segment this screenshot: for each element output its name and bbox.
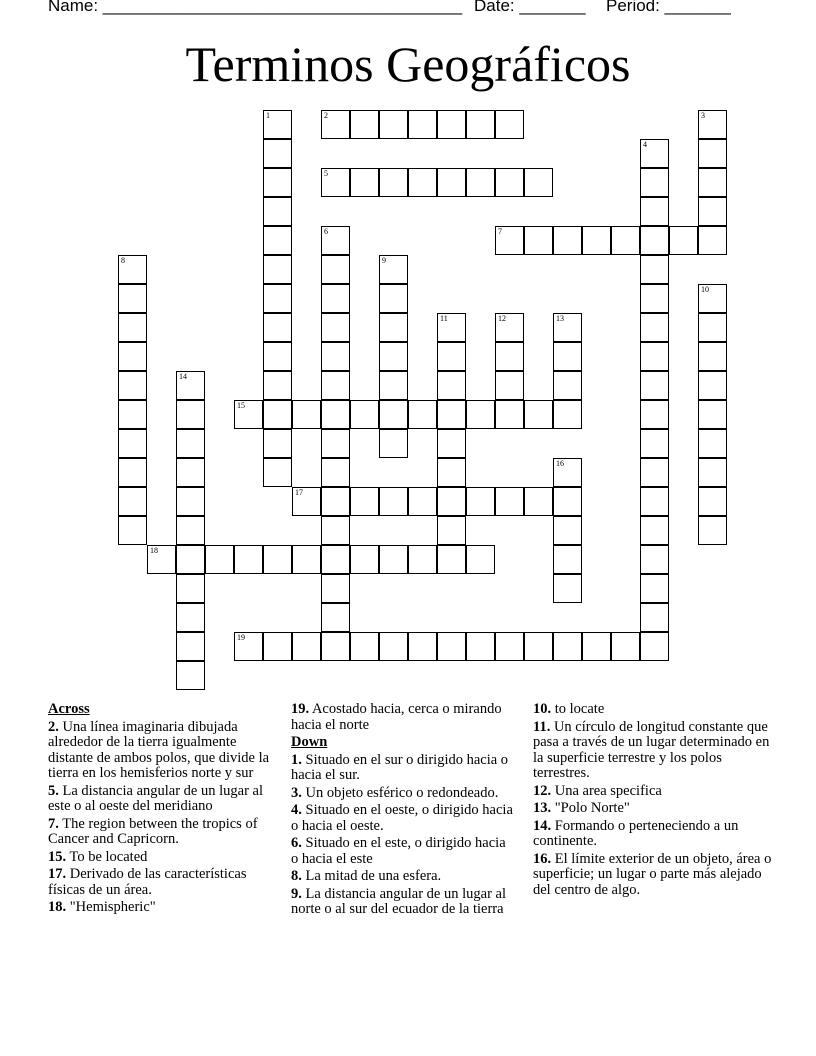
- grid-cell[interactable]: [437, 342, 466, 371]
- grid-cell[interactable]: [263, 168, 292, 197]
- grid-cell[interactable]: [147, 545, 176, 574]
- grid-cell[interactable]: [698, 284, 727, 313]
- grid-cell[interactable]: [379, 487, 408, 516]
- grid-cell[interactable]: [640, 139, 669, 168]
- grid-cell[interactable]: [118, 400, 147, 429]
- grid-cell[interactable]: [350, 400, 379, 429]
- grid-cell[interactable]: [553, 545, 582, 574]
- clue-down-14: 14. Formando o perteneciendo a un continente.: [533, 817, 739, 849]
- clue-number: 9: [382, 256, 386, 265]
- grid-cell[interactable]: [118, 284, 147, 313]
- clue-number: 5: [324, 169, 328, 178]
- grid-cell[interactable]: [263, 429, 292, 458]
- grid-cell[interactable]: [176, 400, 205, 429]
- grid-cell[interactable]: [466, 168, 495, 197]
- clue-across-15: 15. To be located: [48, 848, 148, 865]
- grid-cell[interactable]: [292, 400, 321, 429]
- down-heading: Down: [291, 734, 328, 750]
- grid-cell[interactable]: [640, 371, 669, 400]
- clue-across-19: 19. Acostado hacia, cerca o mirando hacia el norte: [291, 701, 502, 733]
- grid-cell[interactable]: [263, 632, 292, 661]
- page-title: Terminos Geográficos: [185, 36, 631, 92]
- grid-cell[interactable]: [292, 632, 321, 661]
- grid-cell[interactable]: [437, 516, 466, 545]
- grid-cell[interactable]: [466, 487, 495, 516]
- grid-cell[interactable]: [553, 516, 582, 545]
- grid-cell[interactable]: [118, 516, 147, 545]
- grid-cell[interactable]: [669, 226, 698, 255]
- grid-cell[interactable]: [321, 371, 350, 400]
- grid-cell[interactable]: [118, 342, 147, 371]
- grid-cell[interactable]: [263, 400, 292, 429]
- grid-cell[interactable]: [205, 545, 234, 574]
- grid-cell[interactable]: [553, 458, 582, 487]
- grid-cell[interactable]: [437, 458, 466, 487]
- grid-cell[interactable]: [553, 632, 582, 661]
- grid-cell[interactable]: [437, 371, 466, 400]
- grid-cell[interactable]: [379, 110, 408, 139]
- grid-cell[interactable]: [176, 632, 205, 661]
- grid-cell[interactable]: [176, 458, 205, 487]
- grid-cell[interactable]: [640, 313, 669, 342]
- grid-cell[interactable]: [350, 545, 379, 574]
- grid-cell[interactable]: [321, 603, 350, 632]
- grid-cell[interactable]: [553, 226, 582, 255]
- grid-cell[interactable]: [379, 545, 408, 574]
- grid-cell[interactable]: [321, 255, 350, 284]
- grid-cell[interactable]: [321, 342, 350, 371]
- grid-cell[interactable]: [640, 197, 669, 226]
- clue-down-9: 9. La distancia angular de un lugar al norte o al sur del ecuador de la tierra: [291, 885, 507, 917]
- clue-number: 19: [237, 633, 245, 642]
- grid-cell[interactable]: [321, 632, 350, 661]
- grid-cell[interactable]: [408, 487, 437, 516]
- grid-cell[interactable]: [698, 110, 727, 139]
- grid-cell[interactable]: [118, 313, 147, 342]
- grid-cell[interactable]: [582, 226, 611, 255]
- clue-number: 4: [643, 140, 647, 149]
- grid-cell[interactable]: [379, 168, 408, 197]
- grid-cell[interactable]: [321, 226, 350, 255]
- grid-cell[interactable]: [176, 371, 205, 400]
- grid-cell[interactable]: [118, 458, 147, 487]
- grid-cell[interactable]: [640, 284, 669, 313]
- grid-cell[interactable]: [176, 429, 205, 458]
- clues-column-2: [291, 702, 516, 920]
- grid-cell[interactable]: [321, 545, 350, 574]
- grid-cell[interactable]: [640, 632, 669, 661]
- clue-number: 17: [295, 488, 303, 497]
- clue-number: 15: [237, 401, 245, 410]
- grid-cell[interactable]: [495, 371, 524, 400]
- grid-cell[interactable]: [408, 545, 437, 574]
- grid-cell[interactable]: [350, 632, 379, 661]
- grid-cell[interactable]: [263, 545, 292, 574]
- grid-cell[interactable]: [234, 400, 263, 429]
- grid-cell[interactable]: [263, 110, 292, 139]
- clue-down-13: 13. "Polo Norte": [533, 800, 630, 816]
- grid-cell[interactable]: [321, 110, 350, 139]
- clue-down-6: 6. Situado en el este, o dirigido hacia o hacia el este: [291, 835, 506, 867]
- grid-cell[interactable]: [321, 487, 350, 516]
- grid-cell[interactable]: [321, 516, 350, 545]
- grid-cell[interactable]: [524, 487, 553, 516]
- grid-cell[interactable]: [495, 632, 524, 661]
- grid-cell[interactable]: [698, 400, 727, 429]
- clue-number: 11: [440, 314, 448, 323]
- grid-cell[interactable]: [698, 168, 727, 197]
- grid-cell[interactable]: [437, 487, 466, 516]
- grid-cell[interactable]: [350, 110, 379, 139]
- grid-cell[interactable]: [640, 429, 669, 458]
- clue-across-18: 18. "Hemispheric": [48, 899, 156, 915]
- grid-cell[interactable]: [176, 516, 205, 545]
- grid-cell[interactable]: [321, 284, 350, 313]
- clue-number: 14: [179, 372, 187, 381]
- clue-across-7: 7. The region between the tropics of Cancer and Capricorn.: [48, 815, 258, 847]
- clue-number: 1: [266, 111, 270, 120]
- grid-cell[interactable]: [698, 226, 727, 255]
- grid-cell[interactable]: [176, 661, 205, 690]
- grid-cell[interactable]: [437, 632, 466, 661]
- clue-number: 18: [150, 546, 158, 555]
- grid-cell[interactable]: [466, 632, 495, 661]
- grid-cell[interactable]: [321, 168, 350, 197]
- clue-down-3: 3. Un objeto esférico o redondeado.: [291, 784, 499, 801]
- grid-cell[interactable]: [379, 284, 408, 313]
- clue-number: 6: [324, 227, 328, 236]
- grid-cell[interactable]: [234, 545, 263, 574]
- grid-cell[interactable]: [263, 458, 292, 487]
- grid-cell[interactable]: [408, 168, 437, 197]
- grid-cell[interactable]: [495, 487, 524, 516]
- grid-cell[interactable]: [611, 632, 640, 661]
- grid-cell[interactable]: [495, 342, 524, 371]
- grid-cell[interactable]: [437, 110, 466, 139]
- name-field-label: Name: ______________________________________: [48, 0, 463, 15]
- clue-down-8: 8. La mitad de una esfera.: [291, 868, 442, 884]
- clue-number: 10: [701, 285, 709, 294]
- grid-cell[interactable]: [495, 168, 524, 197]
- grid-cell[interactable]: [524, 226, 553, 255]
- grid-cell[interactable]: [176, 487, 205, 516]
- grid-cell[interactable]: [118, 255, 147, 284]
- grid-cell[interactable]: [466, 400, 495, 429]
- clue-down-4: 4. Situado en el oeste, o dirigido hacia o hacia el oeste.: [291, 802, 513, 834]
- grid-cell[interactable]: [350, 487, 379, 516]
- grid-cell[interactable]: [263, 139, 292, 168]
- period-field-label: Period: _______: [606, 0, 731, 15]
- clue-number: 7: [498, 227, 502, 236]
- grid-cell[interactable]: [292, 545, 321, 574]
- grid-cell[interactable]: [640, 226, 669, 255]
- grid-cell[interactable]: [379, 255, 408, 284]
- grid-cell[interactable]: [698, 458, 727, 487]
- grid-cell[interactable]: [321, 400, 350, 429]
- grid-cell[interactable]: [379, 429, 408, 458]
- across-heading: Across: [48, 701, 90, 717]
- grid-cell[interactable]: [553, 313, 582, 342]
- grid-cell[interactable]: [292, 487, 321, 516]
- clue-across-5: 5. La distancia angular de un lugar al este o al oeste del meridiano: [48, 782, 264, 814]
- grid-cell[interactable]: [176, 545, 205, 574]
- grid-cell[interactable]: [698, 197, 727, 226]
- grid-cell[interactable]: [495, 400, 524, 429]
- grid-cell[interactable]: [437, 313, 466, 342]
- clue-down-16: 16. El límite exterior de un objeto, área o superficie; un lugar o parte más alejado del centro de algo.: [533, 850, 772, 898]
- grid-cell[interactable]: [640, 545, 669, 574]
- grid-cell[interactable]: [263, 313, 292, 342]
- grid-cell[interactable]: [408, 400, 437, 429]
- grid-cell[interactable]: [553, 487, 582, 516]
- grid-cell[interactable]: [263, 226, 292, 255]
- grid-cell[interactable]: [176, 603, 205, 632]
- grid-cell[interactable]: [553, 371, 582, 400]
- grid-cell[interactable]: [263, 342, 292, 371]
- grid-cell[interactable]: [698, 139, 727, 168]
- clue-number: 3: [701, 111, 705, 120]
- grid-cell[interactable]: [437, 545, 466, 574]
- grid-cell[interactable]: [495, 110, 524, 139]
- grid-cell[interactable]: [553, 574, 582, 603]
- grid-cell[interactable]: [176, 574, 205, 603]
- grid-cell[interactable]: [263, 197, 292, 226]
- grid-cell[interactable]: [524, 168, 553, 197]
- grid-cell[interactable]: [640, 487, 669, 516]
- grid-cell[interactable]: [437, 400, 466, 429]
- grid-cell[interactable]: [640, 168, 669, 197]
- grid-cell[interactable]: [379, 313, 408, 342]
- grid-cell[interactable]: [234, 632, 263, 661]
- date-field-label: Date: _______: [474, 0, 586, 15]
- grid-cell[interactable]: [466, 110, 495, 139]
- grid-cell[interactable]: [118, 429, 147, 458]
- grid-cell[interactable]: [118, 371, 147, 400]
- clue-down-11: 11. Un círculo de longitud constante que pasa a través de un lugar determinado en la superficie terrestre y los polos terrestres.: [533, 718, 770, 781]
- clue-across-2: 2. Una línea imaginaria dibujada alrededor de la tierra igualmente distante de ambos polos, que divide la tierra en los hemisferios norte y sur: [48, 718, 270, 781]
- grid-cell[interactable]: [553, 342, 582, 371]
- grid-cell[interactable]: [640, 255, 669, 284]
- grid-cell[interactable]: [524, 400, 553, 429]
- clue-number: 2: [324, 111, 328, 120]
- grid-cell[interactable]: [379, 371, 408, 400]
- across-clues-column-1: [48, 702, 284, 918]
- clue-down-1: 1. Situado en el sur o dirigido hacia o hacia el sur.: [291, 751, 509, 783]
- grid-cell[interactable]: [640, 400, 669, 429]
- grid-cell[interactable]: [698, 342, 727, 371]
- grid-cell[interactable]: [321, 458, 350, 487]
- clue-number: 13: [556, 314, 564, 323]
- clue-down-12: 12. Una area specifica: [533, 782, 662, 799]
- grid-cell[interactable]: [321, 429, 350, 458]
- grid-cell[interactable]: [321, 574, 350, 603]
- grid-cell[interactable]: [495, 313, 524, 342]
- grid-cell[interactable]: [698, 313, 727, 342]
- grid-cell[interactable]: [524, 632, 553, 661]
- grid-cell[interactable]: [553, 400, 582, 429]
- grid-cell[interactable]: [640, 342, 669, 371]
- grid-cell[interactable]: [640, 603, 669, 632]
- clue-number: 16: [556, 459, 564, 468]
- grid-cell[interactable]: [698, 516, 727, 545]
- grid-cell[interactable]: [118, 487, 147, 516]
- grid-cell[interactable]: [350, 168, 379, 197]
- grid-cell[interactable]: [640, 516, 669, 545]
- grid-cell[interactable]: [263, 371, 292, 400]
- grid-cell[interactable]: [379, 632, 408, 661]
- grid-cell[interactable]: [582, 632, 611, 661]
- grid-cell[interactable]: [263, 284, 292, 313]
- grid-cell[interactable]: [698, 371, 727, 400]
- grid-cell[interactable]: [698, 429, 727, 458]
- grid-cell[interactable]: [437, 429, 466, 458]
- clue-down-10: 10. to locate: [533, 701, 605, 717]
- clue-across-17: 17. Derivado de las características físicas de un área.: [48, 866, 247, 898]
- grid-cell[interactable]: [263, 255, 292, 284]
- grid-cell[interactable]: [698, 487, 727, 516]
- grid-cell[interactable]: [495, 226, 524, 255]
- grid-cell[interactable]: [408, 110, 437, 139]
- clue-number: 8: [121, 256, 125, 265]
- clue-number: 12: [498, 314, 506, 323]
- grid-cell[interactable]: [379, 342, 408, 371]
- grid-cell[interactable]: [640, 574, 669, 603]
- grid-cell[interactable]: [408, 632, 437, 661]
- grid-cell[interactable]: [466, 545, 495, 574]
- clues-column-3: [533, 702, 773, 900]
- grid-cell[interactable]: [437, 168, 466, 197]
- grid-cell[interactable]: [321, 313, 350, 342]
- grid-cell[interactable]: [379, 400, 408, 429]
- grid-cell[interactable]: [611, 226, 640, 255]
- grid-cell[interactable]: [640, 458, 669, 487]
